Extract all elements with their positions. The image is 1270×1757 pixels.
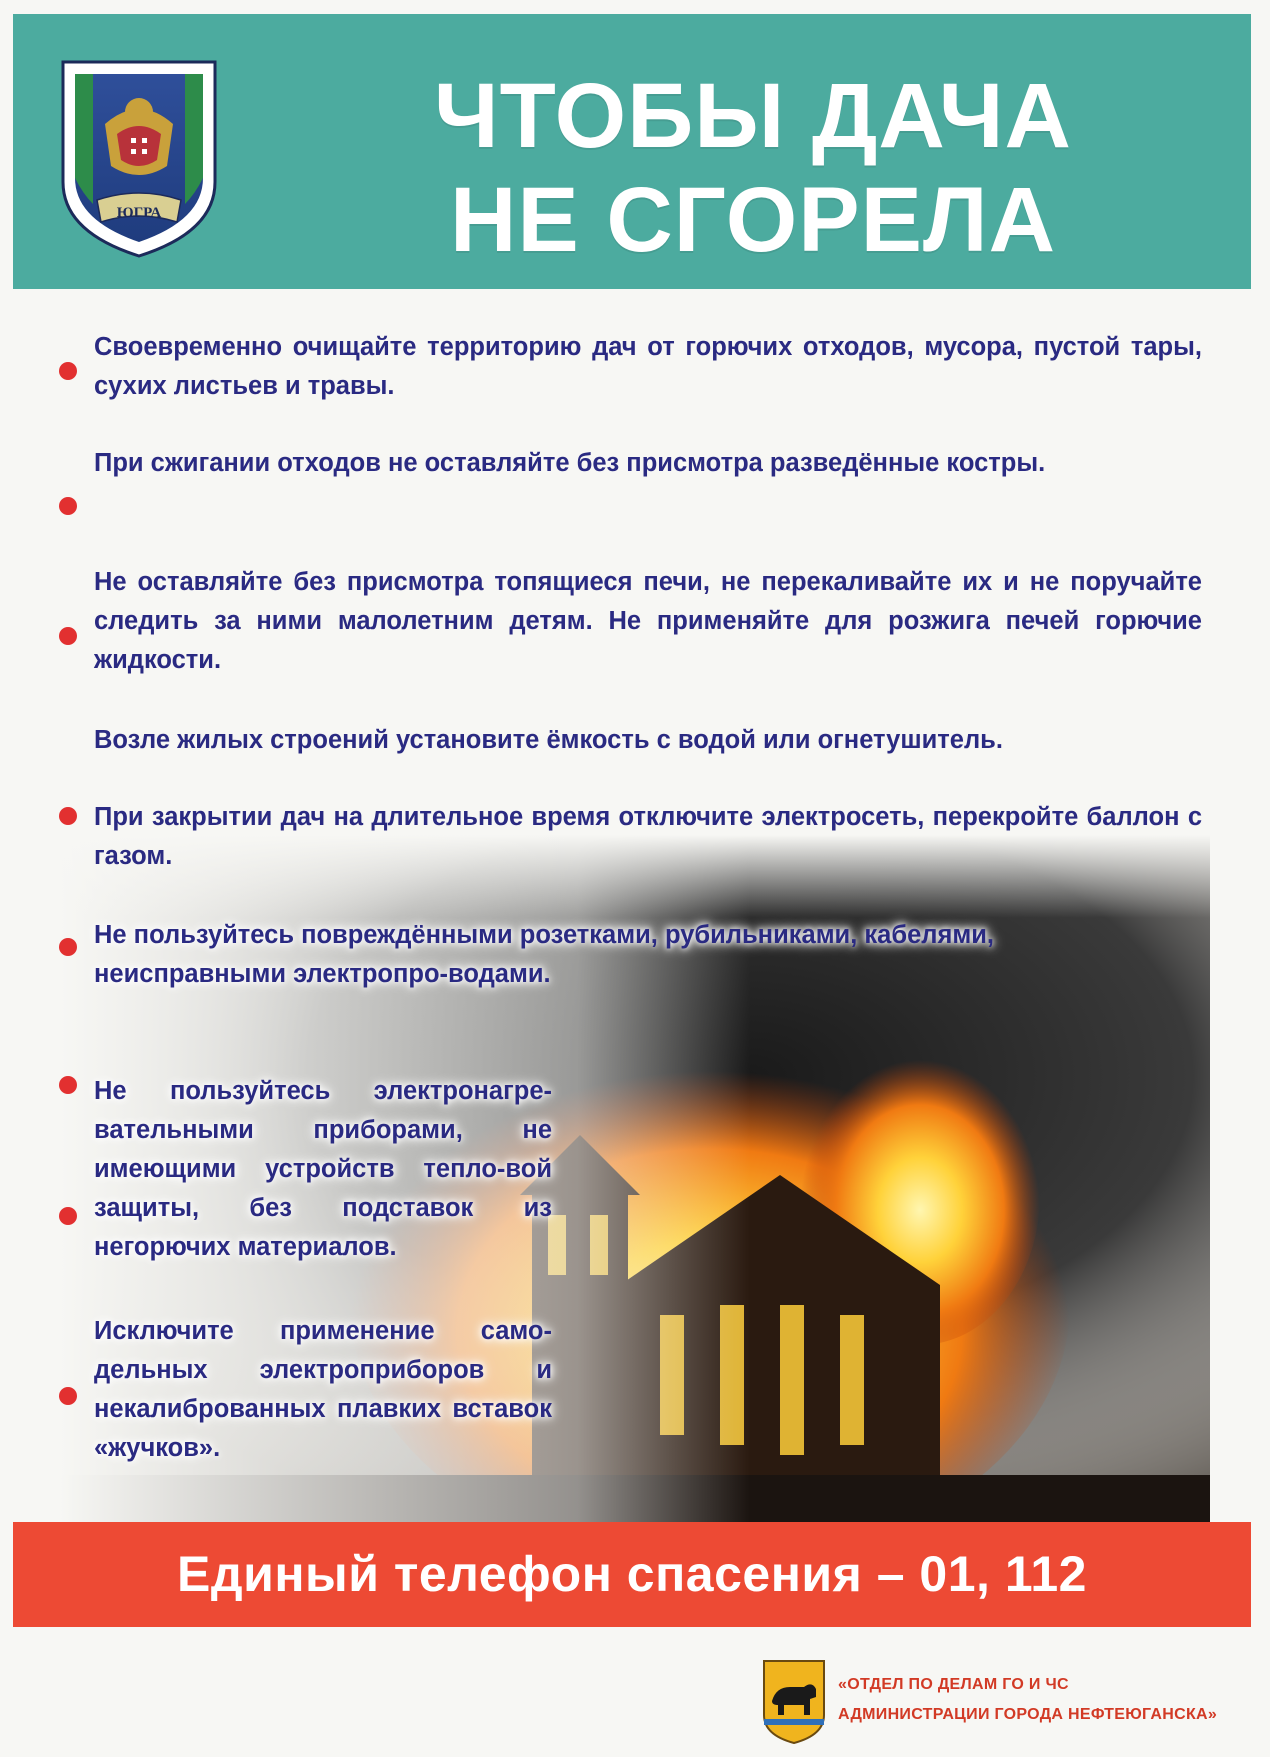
rule-item: Не оставляйте без присмотра топящиеся печи, не перекаливайте их и не поручайте следить за ними малолетним детям. Не применяйте для розжига печей горючие жидкости. <box>94 568 1202 674</box>
header-band <box>13 14 1251 289</box>
rule-item: Не пользуйтесь электронагре-вательными приборами, не имеющими устройств тепло-вой защиты, без подставок из негорючих материалов. <box>94 1077 552 1261</box>
bullet-dot <box>59 1207 77 1225</box>
rule-item: Своевременно очищайте территорию дач от горючих отходов, мусора, пустой тары, сухих листьев и травы. <box>94 333 1202 400</box>
rule-item: Исключите применение само-дельных электроприборов и некалиброванных плавких вставок «жучков». <box>94 1317 552 1462</box>
emergency-phone-text: Единый телефон спасения – 01, 112 <box>177 1546 1087 1602</box>
city-coat-of-arms-icon <box>760 1657 828 1745</box>
bullet-dot <box>59 497 77 515</box>
title-line-1: ЧТОБЫ ДАЧА <box>434 65 1072 167</box>
bullet-dot <box>59 807 77 825</box>
rule-item: При сжигании отходов не оставляйте без присмотра разведённые костры. <box>94 449 1046 477</box>
bullet-dot <box>59 1387 77 1405</box>
bullet-dot <box>59 1076 77 1094</box>
rule-item: неисправными электропро-водами. <box>94 960 551 988</box>
issuer-caption <box>838 1670 1258 1730</box>
issuer-line-1: «ОТДЕЛ ПО ДЕЛАМ ГО И ЧС <box>838 1676 1069 1693</box>
emblem-label: ЮГРА <box>116 205 162 221</box>
bullet-dot <box>59 938 77 956</box>
bullet-dot <box>59 627 77 645</box>
rule-item: Возле жилых строений установите ёмкость с водой или огнетушитель. <box>94 726 1003 754</box>
emergency-phone-banner <box>13 1522 1251 1627</box>
yugra-emblem-icon <box>57 54 221 261</box>
rule-item: При закрытии дач на длительное время отключите электросеть, перекройте баллон с газом. <box>94 803 1202 870</box>
title-line-2: НЕ СГОРЕЛА <box>449 169 1057 271</box>
bullet-dot <box>59 362 77 380</box>
issuer-line-2: АДМИНИСТРАЦИИ ГОРОДА НЕФТЕЮГАНСКА» <box>838 1706 1218 1723</box>
page-title <box>253 64 1253 272</box>
rule-item: Не пользуйтесь повреждёнными розетками, рубильниками, кабелями, <box>94 921 994 949</box>
